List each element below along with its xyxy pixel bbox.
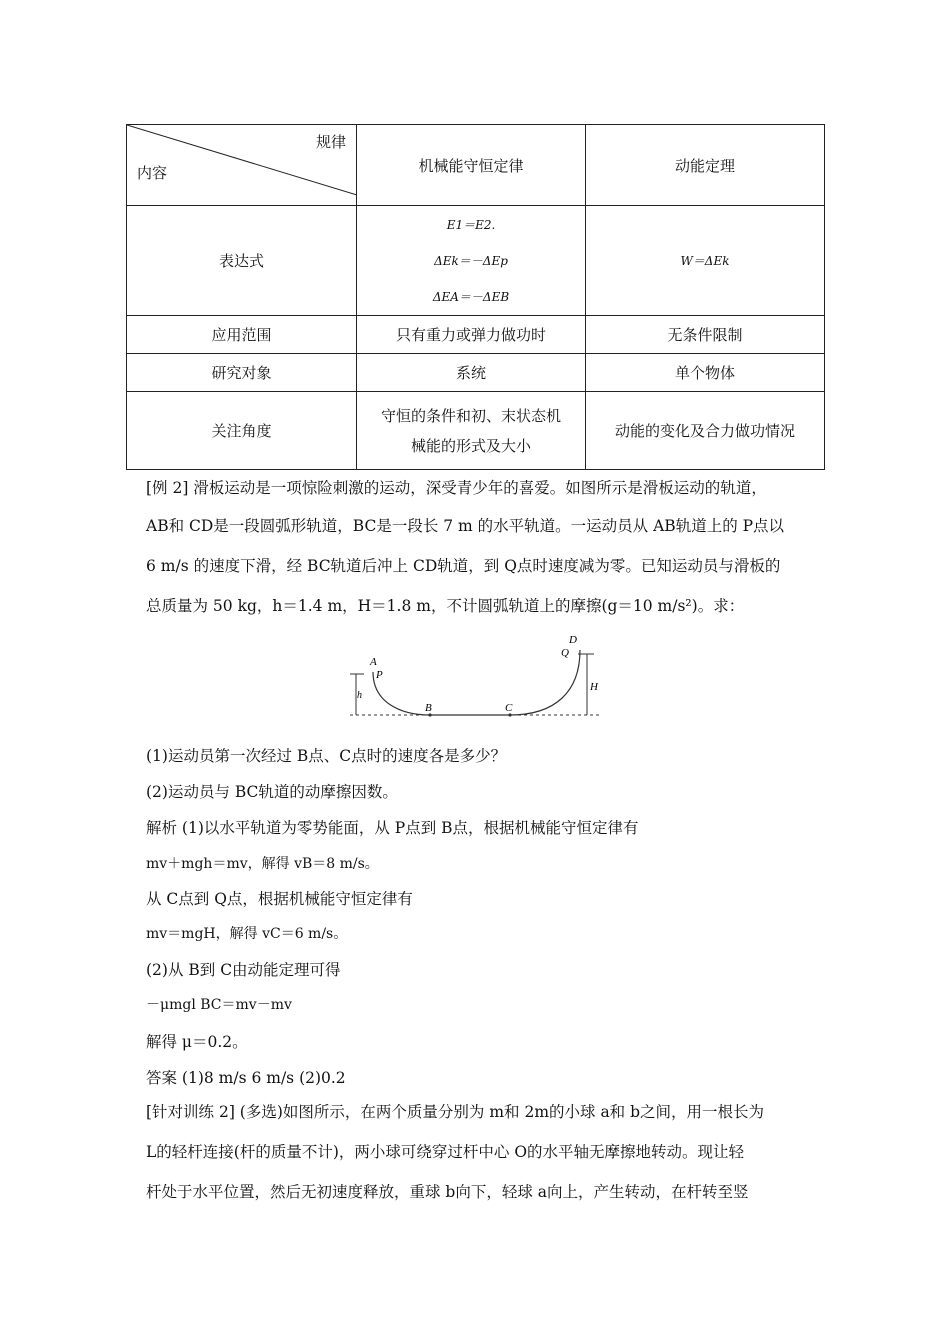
example-line-4: 总质量为 50 kg，h＝1.4 m，H＝1.8 m，不计圆弧轨道上的摩擦(g＝10 m/s²)。求： bbox=[146, 597, 745, 615]
example-line-2: AB和 CD是一段圆弧形轨道，BC是一段长 7 m 的水平轨道。一运动员从 AB轨道上的 P点以 bbox=[146, 517, 785, 535]
conservation-formulas bbox=[357, 206, 586, 316]
example-line-3: 6 m/s 的速度下滑，经 BC轨道后冲上 CD轨道，到 Q点时速度减为零。已知运动员与滑板的 bbox=[146, 557, 781, 575]
label-A: A bbox=[370, 656, 377, 668]
table-row bbox=[127, 354, 825, 392]
example-line-1: [例 2] 滑板运动是一项惊险刺激的运动，深受青少年的喜爱。如图所示是滑板运动的轨道， bbox=[146, 479, 767, 497]
label-h: h bbox=[357, 690, 362, 701]
solution-line-2: mv＋mgh＝mv，解得 vB＝8 m/s。 bbox=[146, 856, 379, 872]
label-B: B bbox=[425, 702, 432, 714]
row-label-scope: 应用范围 bbox=[127, 316, 357, 354]
solution-line-4: mv＝mgH，解得 vC＝6 m/s。 bbox=[146, 926, 348, 942]
scope-conservation: 只有重力或弹力做功时 bbox=[357, 316, 586, 354]
corner-label-content: 内容 bbox=[137, 164, 168, 182]
question-1: (1)运动员第一次经过 B点、C点时的速度各是多少？ bbox=[146, 747, 507, 765]
training-line-2: L的轻杆连接(杆的质量不计)，两小球可绕穿过杆中心 O的水平轴无摩擦地转动。现让轻 bbox=[146, 1143, 745, 1161]
solution-line-3: 从 C点到 Q点，根据机械能守恒定律有 bbox=[146, 890, 413, 908]
formula-delta-ek: ΔEk＝－ΔEp bbox=[434, 253, 508, 268]
focus-work-energy: 动能的变化及合力做功情况 bbox=[586, 392, 825, 470]
focus-conservation bbox=[357, 392, 586, 470]
table-row bbox=[127, 392, 825, 470]
table-header-row bbox=[127, 125, 825, 206]
object-conservation: 系统 bbox=[357, 354, 586, 392]
focus-line-2: 械能的形式及大小 bbox=[410, 436, 531, 455]
header-work-energy: 动能定理 bbox=[586, 125, 825, 206]
scope-work-energy: 无条件限制 bbox=[586, 316, 825, 354]
question-2: (2)运动员与 BC轨道的动摩擦因数。 bbox=[146, 783, 398, 801]
answer-line: 答案 (1)8 m/s 6 m/s (2)0.2 bbox=[146, 1069, 346, 1087]
label-C: C bbox=[505, 702, 513, 714]
training-line-1: [针对训练 2] (多选)如图所示，在两个质量分别为 m和 2m的小球 a和 b之间，用一根长为 bbox=[146, 1103, 765, 1121]
label-P: P bbox=[376, 669, 383, 681]
solution-line-5: (2)从 B到 C由动能定理可得 bbox=[146, 961, 341, 979]
formula-delta-ea: ΔEA＝－ΔEB bbox=[432, 289, 510, 304]
label-Q: Q bbox=[561, 647, 569, 659]
row-label-focus: 关注角度 bbox=[127, 392, 357, 470]
solution-line-6: －μmgl BC＝mv－mv bbox=[146, 997, 292, 1013]
solution-line-7: 解得 μ＝0.2。 bbox=[146, 1033, 248, 1051]
table-row bbox=[127, 316, 825, 354]
formula-e1-e2: E1＝E2. bbox=[446, 217, 496, 232]
header-conservation: 机械能守恒定律 bbox=[357, 125, 586, 206]
label-H: H bbox=[590, 681, 598, 693]
object-work-energy: 单个物体 bbox=[586, 354, 825, 392]
table-row bbox=[127, 206, 825, 316]
focus-line-1: 守恒的条件和初、末状态机 bbox=[380, 406, 561, 425]
row-label-expression: 表达式 bbox=[127, 206, 357, 316]
solution-line-1: 解析 (1)以水平轨道为零势能面，从 P点到 B点，根据机械能守恒定律有 bbox=[146, 819, 639, 837]
comparison-table bbox=[126, 124, 825, 470]
diagonal-header-cell bbox=[127, 125, 357, 206]
row-label-object: 研究对象 bbox=[127, 354, 357, 392]
corner-label-law: 规律 bbox=[315, 133, 346, 151]
work-energy-formula: W＝ΔEk bbox=[586, 206, 825, 316]
label-D: D bbox=[569, 634, 577, 646]
training-line-3: 杆处于水平位置，然后无初速度释放，重球 b向下，轻球 a向上，产生转动，在杆转至竖 bbox=[146, 1183, 749, 1201]
track-figure bbox=[350, 632, 610, 722]
